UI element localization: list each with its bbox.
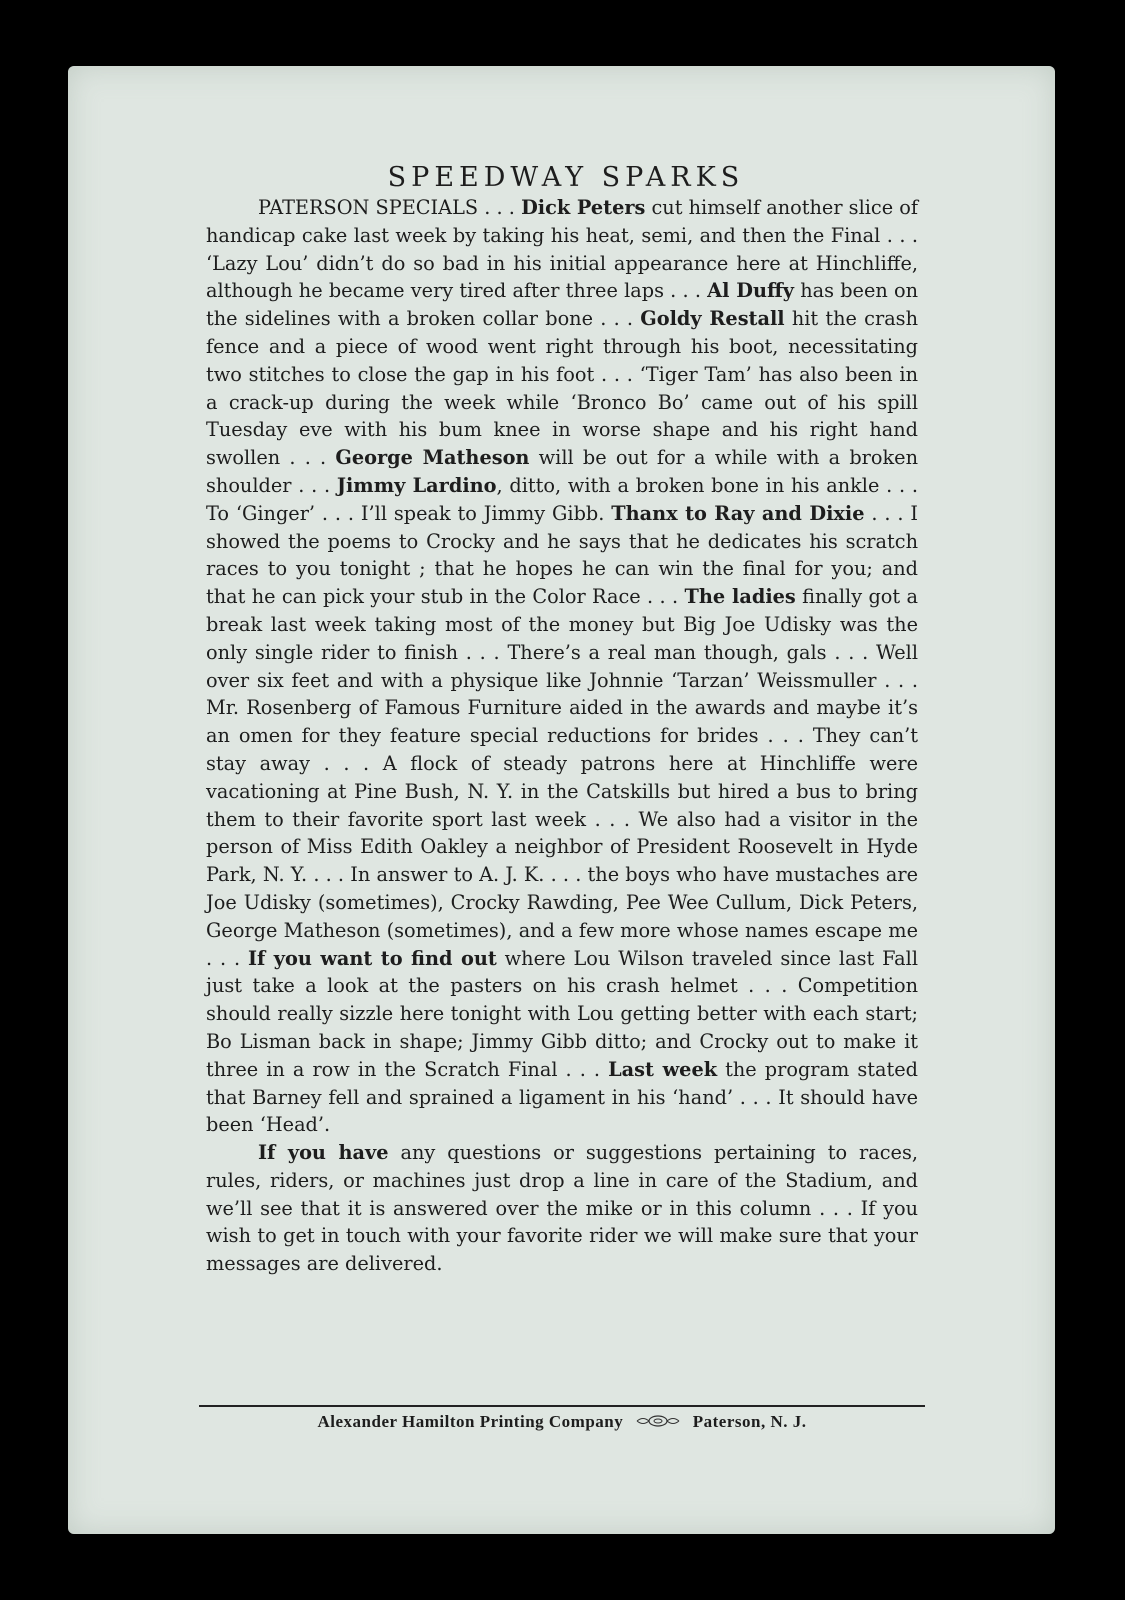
printer-ornament-icon [636, 1413, 680, 1433]
bold-lead-in: If you have [258, 1141, 389, 1165]
bold-lead-in: George Matheson [335, 446, 530, 470]
text-run: cut himself another slice of handicap cake last week by taking his heat, semi, and then the Final . . . ‘Lazy Lou’ didn’t do so bad in his initial appearance here at Hinchliffe, although he became very tired after three laps . . . [206, 196, 919, 303]
text-run: . . . I showed the poems to Crocky and he says that he dedicates his scratch races to you tonight ; that he hopes he can win the final for you; and that he can pick your stub in the Color Race . . . [206, 501, 918, 609]
footer-divider [199, 1405, 925, 1407]
bold-lead-in: The ladies [684, 585, 796, 609]
bold-lead-in: Al Duffy [707, 279, 794, 303]
printer-name: Alexander Hamilton Printing Company [317, 1412, 624, 1431]
program-page [68, 66, 1055, 1534]
bold-lead-in: Thanx to Ray and Dixie [611, 501, 865, 525]
text-run: the program stated that Barney fell and sprained a ligament in his ‘hand’ . . . It should have been ‘Head’. [206, 1057, 918, 1137]
text-run: has been on the sidelines with a broken collar bone . . . [206, 279, 919, 331]
article-paragraph-1 [206, 194, 918, 1139]
article-column [206, 162, 918, 1278]
text-run: , ditto, with a broken bone in his ankle . . . To ‘Ginger’ . . . I’ll speak to Jimmy Gibb. [206, 473, 918, 525]
article-title: SPEEDWAY SPARKS [387, 162, 745, 193]
article-paragraph-2 [206, 1139, 918, 1278]
bold-lead-in: Goldy Restall [640, 307, 785, 331]
bold-lead-in: If you want to find out [248, 946, 497, 970]
text-run: hit the crash fence and a piece of wood went right through his boot, necessitating two stitches to close the gap in his foot . . . ‘Tiger Tam’ has also been in a crack-up during the week while ‘Bronco Bo’ came out of his spill Tuesday eve with his bum knee in worse shape and his right hand swollen . . . [206, 307, 918, 470]
bold-lead-in: Last week [608, 1057, 718, 1081]
printer-imprint [199, 1412, 925, 1433]
printer-location: Paterson, N. J. [692, 1412, 807, 1431]
text-run: any questions or suggestions pertaining to races, rules, riders, or machines just drop a line in care of the Stadium, and we’ll see that it is answered over the mike or in this column . . . If you wish to get in touch with your favorite rider we will make sure that your messages are delivered. [206, 1141, 918, 1276]
text-run: finally got a break last week taking most of the money but Big Joe Udisky was the only single rider to finish . . . There’s a real man though, gals . . . Well over six feet and with a physique like Johnnie ‘Tarzan’ Weissmuller . . . Mr. Rosenberg of Famous Furniture aided in the awards and maybe it’s an omen for they feature special reductions for brides . . . They can’t stay away . . . A flock of steady patrons here at Hinchliffe were vacationing at Pine Bush, N. Y. in the Catskills but hired a bus to bring them to their favorite sport last week . . . We also had a visitor in the person of Miss Edith Oakley a neighbor of President Roosevelt in Hyde Park, N. Y. . . . In answer to A. J. K. . . . the boys who have mustaches are Joe Udisky (sometimes), Crocky Rawding, Pee Wee Cullum, Dick Peters, George Matheson (sometimes), and a few more whose names escape me . . . [206, 585, 918, 970]
text-run: will be out for a while with a broken shoulder . . . [206, 446, 918, 497]
bold-lead-in: Jimmy Lardino [336, 473, 497, 497]
text-run: where Lou Wilson traveled since last Fall just take a look at the pasters on his crash helmet . . . Competition should really sizzle here tonight with Lou getting better with each start; Bo Lisman back in shape; Jimmy Gibb ditto; and Crocky out to make it three in a row in the Scratch Final . . . [206, 946, 918, 1081]
bold-lead-in: Dick Peters [521, 196, 646, 219]
text-run: PATERSON SPECIALS . . . [258, 196, 522, 219]
